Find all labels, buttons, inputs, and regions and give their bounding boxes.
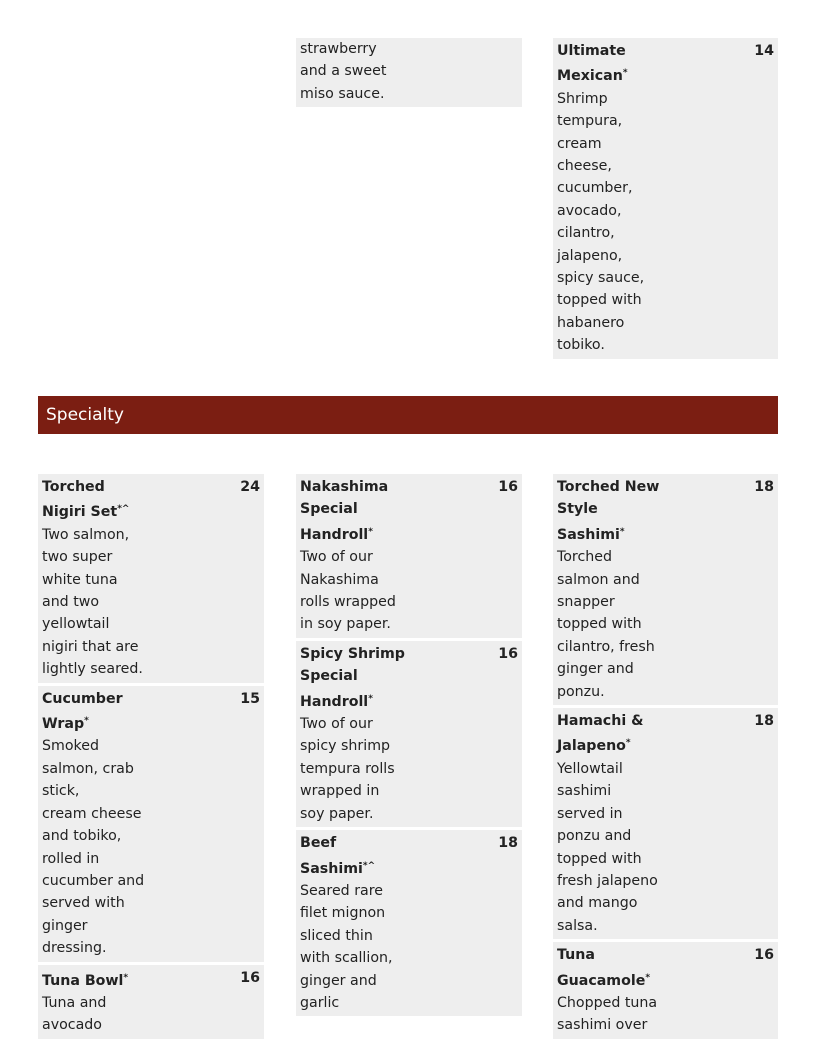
menu-item: [553, 708, 778, 939]
item-name: Spicy Shrimp Special Handroll: [300, 645, 405, 710]
item-marker: *: [123, 972, 129, 983]
item-marker: *: [645, 972, 651, 983]
item-description: Chopped tuna sashimi over: [557, 994, 658, 1034]
continued-column: [296, 38, 522, 110]
item-description: Torched salmon and snapper topped with cilantro, fresh ginger and ponzu.: [557, 549, 655, 700]
item-price: 16: [754, 947, 774, 964]
item-name: Tuna Bowl: [42, 972, 124, 989]
item-description: strawberry and a sweet miso sauce.: [300, 41, 387, 102]
menu-item-ultimate-mexican: [553, 38, 778, 359]
menu-item: [38, 686, 264, 962]
item-name: Torched New Style Sashimi: [557, 479, 660, 543]
menu-item: [296, 830, 522, 1016]
item-name: Torched Nigiri Set: [42, 479, 118, 521]
item-name: Ultimate Mexican: [557, 43, 626, 85]
section-header: [38, 396, 778, 434]
item-price: 15: [240, 690, 260, 707]
menu-column-1: [38, 474, 264, 1042]
menu-item: [553, 942, 778, 1039]
item-name: Beef Sashimi: [300, 835, 363, 877]
item-price: 16: [498, 645, 518, 662]
item-price: 16: [498, 479, 518, 495]
menu-item: [296, 641, 522, 827]
item-description: Smoked salmon, crab stick, cream cheese and tobiko, rolled in cucumber and served with ginger dressing.: [42, 738, 145, 957]
item-marker: *: [368, 526, 373, 537]
item-description: Seared rare filet mignon sliced thin with scallion, ginger and garlic: [300, 882, 393, 1011]
item-description: Two salmon, two super white tuna and two yellowtail nigiri that are lightly seared.: [42, 526, 143, 678]
item-marker: *: [619, 526, 625, 537]
section-title: Specialty: [46, 405, 124, 425]
menu-item: [296, 474, 522, 638]
item-price: 14: [754, 43, 774, 59]
item-description: Yellowtail sashimi served in ponzu and topped with fresh jalapeno and mango salsa.: [557, 760, 658, 934]
menu-item: [38, 965, 264, 1039]
item-price: 18: [498, 835, 518, 852]
menu-item-continued: [296, 38, 522, 107]
item-marker: *: [84, 716, 89, 727]
continued-column-right: [553, 38, 778, 362]
menu-item: [38, 474, 264, 683]
item-marker: *: [625, 738, 631, 749]
item-marker: *^: [362, 860, 376, 871]
item-marker: *: [622, 68, 628, 79]
item-name: Nakashima Special Handroll: [300, 479, 389, 543]
item-description: Two of our Nakashima rolls wrapped in soy paper.: [300, 549, 396, 633]
item-price: 18: [754, 713, 774, 730]
menu-column-2: [296, 474, 522, 1019]
item-price: 18: [754, 479, 774, 495]
item-name: Hamachi & Jalapeno: [557, 713, 644, 755]
item-description: Tuna and avocado: [42, 994, 107, 1034]
item-marker: *: [368, 693, 373, 704]
item-marker: *^: [117, 504, 130, 515]
item-price: 24: [240, 479, 260, 495]
menu-item: [553, 474, 778, 705]
item-description: Shrimp tempura, cream cheese, cucumber, avocado, cilantro, jalapeno, spicy sauce, topped with habanero tobiko.: [557, 90, 645, 354]
item-price: 16: [240, 969, 260, 986]
item-name: Cucumber Wrap: [42, 690, 123, 733]
item-name: Tuna Guacamole: [557, 947, 646, 989]
menu-column-3: [553, 474, 778, 1042]
item-description: Two of our spicy shrimp tempura rolls wrapped in soy paper.: [300, 716, 395, 822]
